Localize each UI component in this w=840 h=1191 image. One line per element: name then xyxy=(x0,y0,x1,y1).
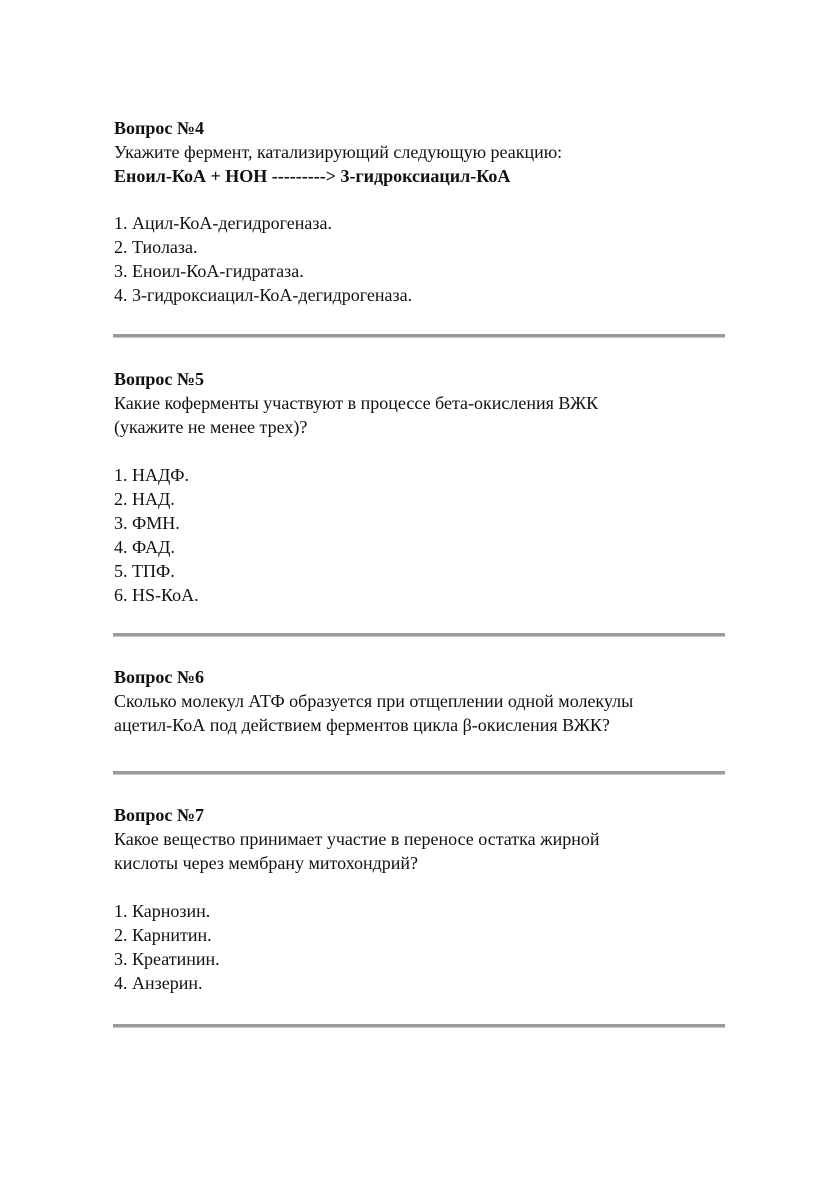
answer-option[interactable]: 2. НАД. xyxy=(114,489,175,509)
question-5 xyxy=(114,367,726,607)
answer-options xyxy=(114,463,726,607)
question-4 xyxy=(114,116,726,307)
section-divider xyxy=(113,633,725,637)
question-title: Вопрос №7 xyxy=(114,805,204,825)
question-7 xyxy=(114,803,726,995)
answer-option[interactable]: 3. Еноил-КоА-гидратаза. xyxy=(114,261,304,281)
answer-option[interactable]: 6. HS-КоА. xyxy=(114,585,199,605)
answer-option[interactable]: 3. ФМН. xyxy=(114,513,180,533)
question-text-line: ацетил-КоА под действием ферментов цикла β-окисления ВЖК? xyxy=(114,715,610,735)
question-text-line: Какое вещество принимает участие в переносе остатка жирной xyxy=(114,829,600,849)
question-title: Вопрос №4 xyxy=(114,118,204,138)
reaction-formula: Еноил-КоА + НОН ---------> 3-гидроксиацил-КоА xyxy=(114,166,511,186)
question-text-line: Сколько молекул АТФ образуется при отщеплении одной молекулы xyxy=(114,691,634,711)
answer-option[interactable]: 4. 3-гидроксиацил-КоА-дегидрогеназа. xyxy=(114,285,413,305)
section-divider xyxy=(113,1024,725,1028)
section-divider xyxy=(113,334,725,338)
answer-option[interactable]: 1. Карнозин. xyxy=(114,901,211,921)
section-divider xyxy=(113,771,725,775)
question-title: Вопрос №5 xyxy=(114,369,204,389)
answer-option[interactable]: 3. Креатинин. xyxy=(114,949,220,969)
answer-option[interactable]: 1. Ацил-КоА-дегидрогеназа. xyxy=(114,213,333,233)
answer-option[interactable]: 2. Карнитин. xyxy=(114,925,212,945)
answer-options xyxy=(114,899,726,995)
question-title: Вопрос №6 xyxy=(114,667,204,687)
question-text: Укажите фермент, катализирующий следующую реакцию: xyxy=(114,142,563,162)
answer-option[interactable]: 4. Анзерин. xyxy=(114,973,203,993)
answer-option[interactable]: 1. НАДФ. xyxy=(114,465,189,485)
answer-option[interactable]: 2. Тиолаза. xyxy=(114,237,198,257)
question-text-line: Какие коферменты участвуют в процессе бета-окисления ВЖК xyxy=(114,393,599,413)
answer-options xyxy=(114,211,726,307)
question-6 xyxy=(114,665,726,737)
answer-option[interactable]: 5. ТПФ. xyxy=(114,561,175,581)
question-text-line: (укажите не менее трех)? xyxy=(114,417,308,437)
question-text-line: кислоты через мембрану митохондрий? xyxy=(114,853,419,873)
answer-option[interactable]: 4. ФАД. xyxy=(114,537,175,557)
